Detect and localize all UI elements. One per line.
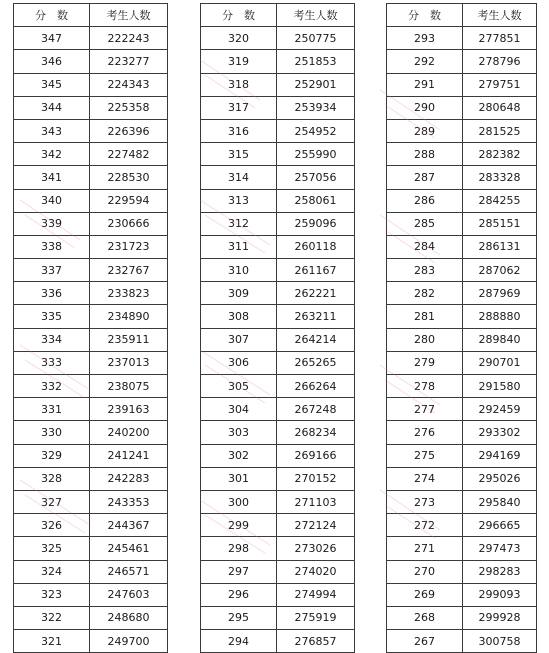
- score-cell: 335: [14, 305, 90, 328]
- count-cell: 262221: [277, 282, 355, 305]
- table-row: [14, 166, 168, 189]
- table-row: [387, 606, 537, 629]
- table-row: [14, 560, 168, 583]
- table-header-row: [387, 4, 537, 27]
- table-row: [201, 583, 355, 606]
- table-row: [201, 143, 355, 166]
- count-cell: 264214: [277, 328, 355, 351]
- header-count: 考生人数: [463, 4, 537, 27]
- score-cell: 310: [201, 259, 277, 282]
- table-row: [14, 630, 168, 653]
- count-cell: 279751: [463, 73, 537, 96]
- table-row: [387, 398, 537, 421]
- count-cell: 267248: [277, 398, 355, 421]
- count-cell: 259096: [277, 212, 355, 235]
- count-cell: 283328: [463, 166, 537, 189]
- count-cell: 244367: [90, 514, 168, 537]
- table-row: [387, 490, 537, 513]
- table-row: [201, 50, 355, 73]
- table-row: [201, 212, 355, 235]
- score-table-3: [386, 3, 537, 653]
- table-row: [387, 259, 537, 282]
- table-row: [387, 143, 537, 166]
- count-cell: 270152: [277, 467, 355, 490]
- table-row: [14, 119, 168, 142]
- count-cell: 261167: [277, 259, 355, 282]
- score-table-2: [200, 3, 355, 653]
- count-cell: 263211: [277, 305, 355, 328]
- table-row: [14, 490, 168, 513]
- score-cell: 334: [14, 328, 90, 351]
- score-cell: 337: [14, 259, 90, 282]
- table-row: [201, 560, 355, 583]
- score-cell: 309: [201, 282, 277, 305]
- header-count: 考生人数: [277, 4, 355, 27]
- table-row: [14, 606, 168, 629]
- table-row: [14, 444, 168, 467]
- table-row: [14, 259, 168, 282]
- table-row: [387, 96, 537, 119]
- table-row: [387, 630, 537, 653]
- score-cell: 325: [14, 537, 90, 560]
- score-cell: 287: [387, 166, 463, 189]
- table-row: [201, 259, 355, 282]
- table-row: [201, 119, 355, 142]
- score-cell: 297: [201, 560, 277, 583]
- count-cell: 299928: [463, 606, 537, 629]
- table-row: [14, 583, 168, 606]
- table-row: [14, 328, 168, 351]
- table-row: [387, 514, 537, 537]
- count-cell: 233823: [90, 282, 168, 305]
- score-cell: 305: [201, 375, 277, 398]
- table-row: [201, 282, 355, 305]
- score-cell: 285: [387, 212, 463, 235]
- count-cell: 274994: [277, 583, 355, 606]
- count-cell: 237013: [90, 351, 168, 374]
- table-row: [201, 96, 355, 119]
- score-cell: 340: [14, 189, 90, 212]
- table-row: [387, 73, 537, 96]
- score-cell: 271: [387, 537, 463, 560]
- table-row: [201, 490, 355, 513]
- score-cell: 333: [14, 351, 90, 374]
- score-cell: 347: [14, 27, 90, 50]
- count-cell: 285151: [463, 212, 537, 235]
- score-cell: 322: [14, 606, 90, 629]
- score-cell: 276: [387, 421, 463, 444]
- table-row: [14, 351, 168, 374]
- table-row: [387, 212, 537, 235]
- table-row: [387, 444, 537, 467]
- count-cell: 223277: [90, 50, 168, 73]
- header-score: 分 数: [201, 4, 277, 27]
- score-cell: 336: [14, 282, 90, 305]
- count-cell: 247603: [90, 583, 168, 606]
- table-row: [387, 235, 537, 258]
- count-cell: 229594: [90, 189, 168, 212]
- count-cell: 277851: [463, 27, 537, 50]
- score-cell: 300: [201, 490, 277, 513]
- count-cell: 278796: [463, 50, 537, 73]
- count-cell: 293302: [463, 421, 537, 444]
- count-cell: 224343: [90, 73, 168, 96]
- score-cell: 320: [201, 27, 277, 50]
- count-cell: 245461: [90, 537, 168, 560]
- table-row: [201, 375, 355, 398]
- score-cell: 293: [387, 27, 463, 50]
- score-cell: 311: [201, 235, 277, 258]
- score-cell: 345: [14, 73, 90, 96]
- table-row: [387, 537, 537, 560]
- score-cell: 327: [14, 490, 90, 513]
- count-cell: 253934: [277, 96, 355, 119]
- score-cell: 284: [387, 235, 463, 258]
- count-cell: 249700: [90, 630, 168, 653]
- score-cell: 313: [201, 189, 277, 212]
- score-cell: 279: [387, 351, 463, 374]
- table-row: [201, 27, 355, 50]
- table-row: [387, 50, 537, 73]
- table-row: [201, 514, 355, 537]
- score-cell: 316: [201, 119, 277, 142]
- count-cell: 300758: [463, 630, 537, 653]
- count-cell: 222243: [90, 27, 168, 50]
- score-cell: 298: [201, 537, 277, 560]
- table-row: [387, 166, 537, 189]
- count-cell: 234890: [90, 305, 168, 328]
- score-cell: 290: [387, 96, 463, 119]
- header-count: 考生人数: [90, 4, 168, 27]
- score-cell: 280: [387, 328, 463, 351]
- score-cell: 317: [201, 96, 277, 119]
- score-cell: 275: [387, 444, 463, 467]
- table-row: [201, 305, 355, 328]
- score-cell: 341: [14, 166, 90, 189]
- score-cell: 343: [14, 119, 90, 142]
- count-cell: 274020: [277, 560, 355, 583]
- table-header-row: [201, 4, 355, 27]
- header-score: 分 数: [387, 4, 463, 27]
- score-cell: 273: [387, 490, 463, 513]
- count-cell: 292459: [463, 398, 537, 421]
- table-row: [14, 467, 168, 490]
- count-cell: 232767: [90, 259, 168, 282]
- score-cell: 330: [14, 421, 90, 444]
- table-row: [14, 73, 168, 96]
- table-row: [14, 189, 168, 212]
- table-row: [387, 189, 537, 212]
- count-cell: 246571: [90, 560, 168, 583]
- table-row: [201, 606, 355, 629]
- count-cell: 265265: [277, 351, 355, 374]
- score-cell: 329: [14, 444, 90, 467]
- score-cell: 312: [201, 212, 277, 235]
- table-row: [14, 421, 168, 444]
- score-cell: 303: [201, 421, 277, 444]
- score-cell: 296: [201, 583, 277, 606]
- table-row: [201, 235, 355, 258]
- count-cell: 242283: [90, 467, 168, 490]
- count-cell: 275919: [277, 606, 355, 629]
- score-cell: 326: [14, 514, 90, 537]
- table-row: [14, 143, 168, 166]
- table-row: [201, 166, 355, 189]
- score-cell: 295: [201, 606, 277, 629]
- score-cell: 277: [387, 398, 463, 421]
- table-body: [387, 27, 537, 653]
- score-cell: 306: [201, 351, 277, 374]
- score-cell: 301: [201, 467, 277, 490]
- count-cell: 298283: [463, 560, 537, 583]
- table-row: [14, 50, 168, 73]
- table-row: [387, 27, 537, 50]
- count-cell: 248680: [90, 606, 168, 629]
- count-cell: 282382: [463, 143, 537, 166]
- table-row: [387, 305, 537, 328]
- count-cell: 287969: [463, 282, 537, 305]
- table-row: [201, 398, 355, 421]
- table-row: [201, 421, 355, 444]
- count-cell: 287062: [463, 259, 537, 282]
- score-cell: 294: [201, 630, 277, 653]
- score-cell: 339: [14, 212, 90, 235]
- count-cell: 284255: [463, 189, 537, 212]
- count-cell: 280648: [463, 96, 537, 119]
- count-cell: 271103: [277, 490, 355, 513]
- header-score: 分 数: [14, 4, 90, 27]
- table-row: [387, 328, 537, 351]
- count-cell: 257056: [277, 166, 355, 189]
- count-cell: 254952: [277, 119, 355, 142]
- count-cell: 258061: [277, 189, 355, 212]
- table-row: [201, 189, 355, 212]
- table-row: [387, 282, 537, 305]
- table-row: [14, 398, 168, 421]
- count-cell: 268234: [277, 421, 355, 444]
- score-cell: 302: [201, 444, 277, 467]
- score-cell: 321: [14, 630, 90, 653]
- score-cell: 346: [14, 50, 90, 73]
- score-cell: 332: [14, 375, 90, 398]
- table-row: [14, 514, 168, 537]
- count-cell: 227482: [90, 143, 168, 166]
- count-cell: 276857: [277, 630, 355, 653]
- table-row: [201, 444, 355, 467]
- score-cell: 281: [387, 305, 463, 328]
- count-cell: 239163: [90, 398, 168, 421]
- count-cell: 295026: [463, 467, 537, 490]
- score-cell: 283: [387, 259, 463, 282]
- table-row: [387, 375, 537, 398]
- score-cell: 291: [387, 73, 463, 96]
- table-row: [387, 351, 537, 374]
- score-cell: 274: [387, 467, 463, 490]
- score-cell: 324: [14, 560, 90, 583]
- score-cell: 288: [387, 143, 463, 166]
- count-cell: 299093: [463, 583, 537, 606]
- score-cell: 314: [201, 166, 277, 189]
- count-cell: 291580: [463, 375, 537, 398]
- table-row: [14, 537, 168, 560]
- count-cell: 260118: [277, 235, 355, 258]
- count-cell: 296665: [463, 514, 537, 537]
- score-cell: 272: [387, 514, 463, 537]
- count-cell: 286131: [463, 235, 537, 258]
- count-cell: 297473: [463, 537, 537, 560]
- score-cell: 338: [14, 235, 90, 258]
- count-cell: 225358: [90, 96, 168, 119]
- count-cell: 230666: [90, 212, 168, 235]
- score-cell: 331: [14, 398, 90, 421]
- table-row: [387, 421, 537, 444]
- table-row: [14, 305, 168, 328]
- score-cell: 289: [387, 119, 463, 142]
- table-row: [14, 282, 168, 305]
- table-row: [201, 630, 355, 653]
- score-cell: 307: [201, 328, 277, 351]
- count-cell: 289840: [463, 328, 537, 351]
- count-cell: 281525: [463, 119, 537, 142]
- table-row: [201, 467, 355, 490]
- table-row: [14, 27, 168, 50]
- score-cell: 344: [14, 96, 90, 119]
- count-cell: 231723: [90, 235, 168, 258]
- count-cell: 235911: [90, 328, 168, 351]
- table-row: [387, 583, 537, 606]
- score-cell: 268: [387, 606, 463, 629]
- score-cell: 299: [201, 514, 277, 537]
- table-row: [14, 235, 168, 258]
- table-row: [387, 467, 537, 490]
- table-row: [14, 96, 168, 119]
- count-cell: 290701: [463, 351, 537, 374]
- table-row: [14, 212, 168, 235]
- score-cell: 342: [14, 143, 90, 166]
- count-cell: 243353: [90, 490, 168, 513]
- table-row: [201, 73, 355, 96]
- score-cell: 308: [201, 305, 277, 328]
- count-cell: 273026: [277, 537, 355, 560]
- score-cell: 292: [387, 50, 463, 73]
- score-cell: 323: [14, 583, 90, 606]
- score-cell: 318: [201, 73, 277, 96]
- score-table-1: [13, 3, 168, 653]
- score-cell: 319: [201, 50, 277, 73]
- count-cell: 240200: [90, 421, 168, 444]
- score-cell: 282: [387, 282, 463, 305]
- count-cell: 251853: [277, 50, 355, 73]
- score-cell: 304: [201, 398, 277, 421]
- table-row: [14, 375, 168, 398]
- count-cell: 255990: [277, 143, 355, 166]
- score-cell: 269: [387, 583, 463, 606]
- table-row: [201, 537, 355, 560]
- score-cell: 270: [387, 560, 463, 583]
- count-cell: 272124: [277, 514, 355, 537]
- score-cell: 315: [201, 143, 277, 166]
- count-cell: 226396: [90, 119, 168, 142]
- count-cell: 294169: [463, 444, 537, 467]
- table-body: [201, 27, 355, 653]
- count-cell: 252901: [277, 73, 355, 96]
- count-cell: 295840: [463, 490, 537, 513]
- score-cell: 328: [14, 467, 90, 490]
- count-cell: 266264: [277, 375, 355, 398]
- score-cell: 267: [387, 630, 463, 653]
- table-row: [201, 351, 355, 374]
- table-header-row: [14, 4, 168, 27]
- score-cell: 286: [387, 189, 463, 212]
- table-row: [387, 119, 537, 142]
- count-cell: 241241: [90, 444, 168, 467]
- table-row: [201, 328, 355, 351]
- count-cell: 269166: [277, 444, 355, 467]
- count-cell: 250775: [277, 27, 355, 50]
- table-body: [14, 27, 168, 653]
- count-cell: 288880: [463, 305, 537, 328]
- table-row: [387, 560, 537, 583]
- count-cell: 228530: [90, 166, 168, 189]
- count-cell: 238075: [90, 375, 168, 398]
- score-cell: 278: [387, 375, 463, 398]
